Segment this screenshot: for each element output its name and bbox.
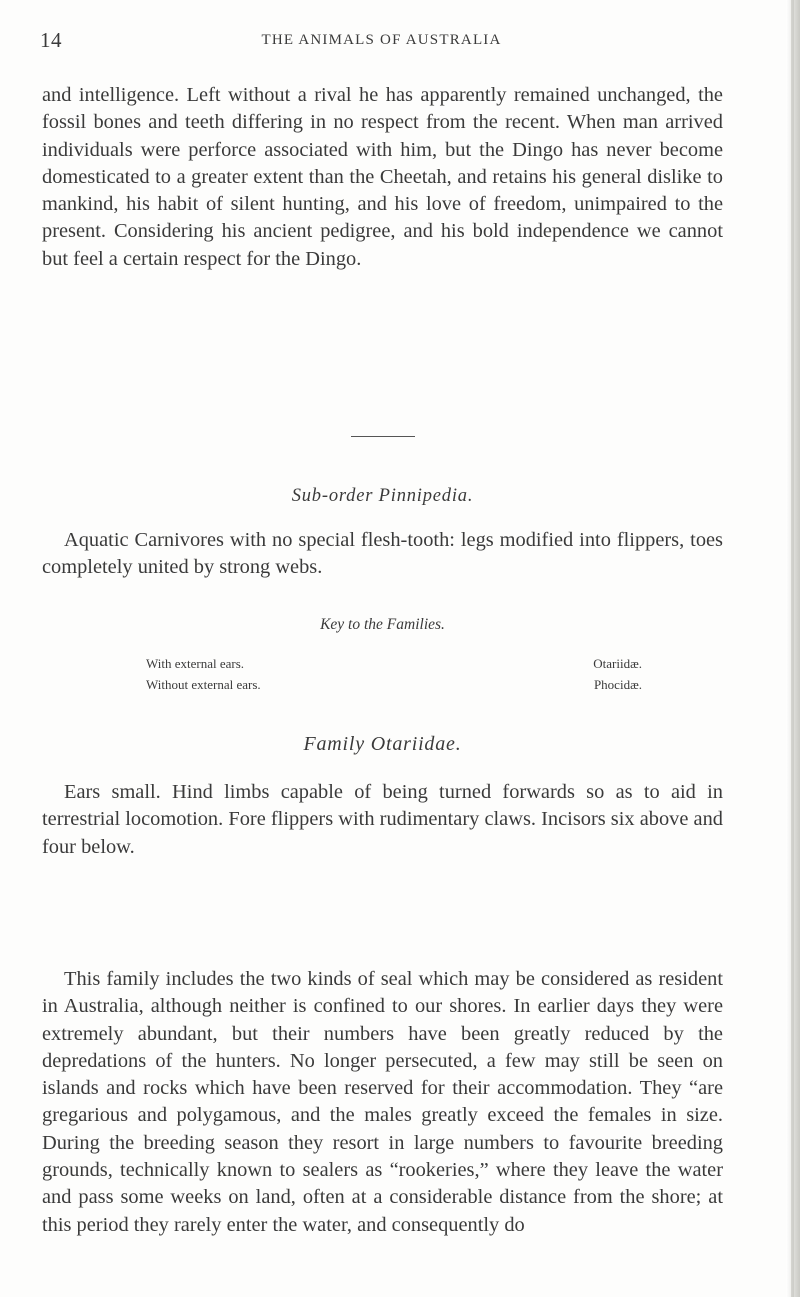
running-title: THE ANIMALS OF AUSTRALIA [261,32,502,48]
running-header [40,28,723,52]
family-key-table [146,653,642,695]
paragraph-family-account: This family includes the two kinds of seal which may be considered as resident in Australia, although neither is confined to our shores. In earlier days they were extremely abundant, but their numbers have been greatly reduced by the depredations of the hunters. No longer persecuted, a few may still be seen on islands and rocks which have been reserved for their accommodation. They “are gregarious and polygamous, and the males greatly exceed the females in size. During the breeding season they resort in large numbers to favourite breeding grounds, technically known to sealers as “rookeries,” where they leave the water and pass some weeks on land, often at a considerable distance from the shore; at this period they rarely enter the water, and consequently do [42,968,723,1236]
key-heading: Key to the Families. [320,616,445,633]
key-row [146,653,642,674]
key-row-label: Without external ears. [146,677,261,692]
section-divider [351,436,415,437]
paragraph-dingo-conclusion: and intelligence. Left without a rival he has apparently remained unchanged, the fossil bones and teeth differing in no respect from the recent. When man arrived individuals were perforce associated with him, but the Dingo has never become domesticated to a greater extent than the Cheetah, and retains his general dislike to mankind, his habit of silent hunting, and his love of freedom, unimpaired to the present. Considering his ancient pedigree, and his bold independence we cannot but feel a certain respect for the Dingo. [42,84,723,270]
key-row-family: Phocidæ. [593,677,642,692]
family-heading: Family Otariidae. [303,733,462,755]
page-edge-line [791,0,794,1297]
key-row-family: Otariidæ. [593,656,642,671]
key-row [146,674,642,695]
paragraph-suborder-description: Aquatic Carnivores with no special flesh-tooth: legs modified into flippers, toes completely united by strong webs. [42,529,723,579]
page-number: 14 [40,28,62,52]
paragraph-family-description: Ears small. Hind limbs capable of being turned forwards so as to aid in terrestrial locomotion. Fore flippers with rudimentary claws. Incisors six above and four below. [42,781,723,858]
key-row-label: With external ears. [146,656,245,671]
suborder-heading: Sub-order Pinnipedia. [291,486,474,506]
